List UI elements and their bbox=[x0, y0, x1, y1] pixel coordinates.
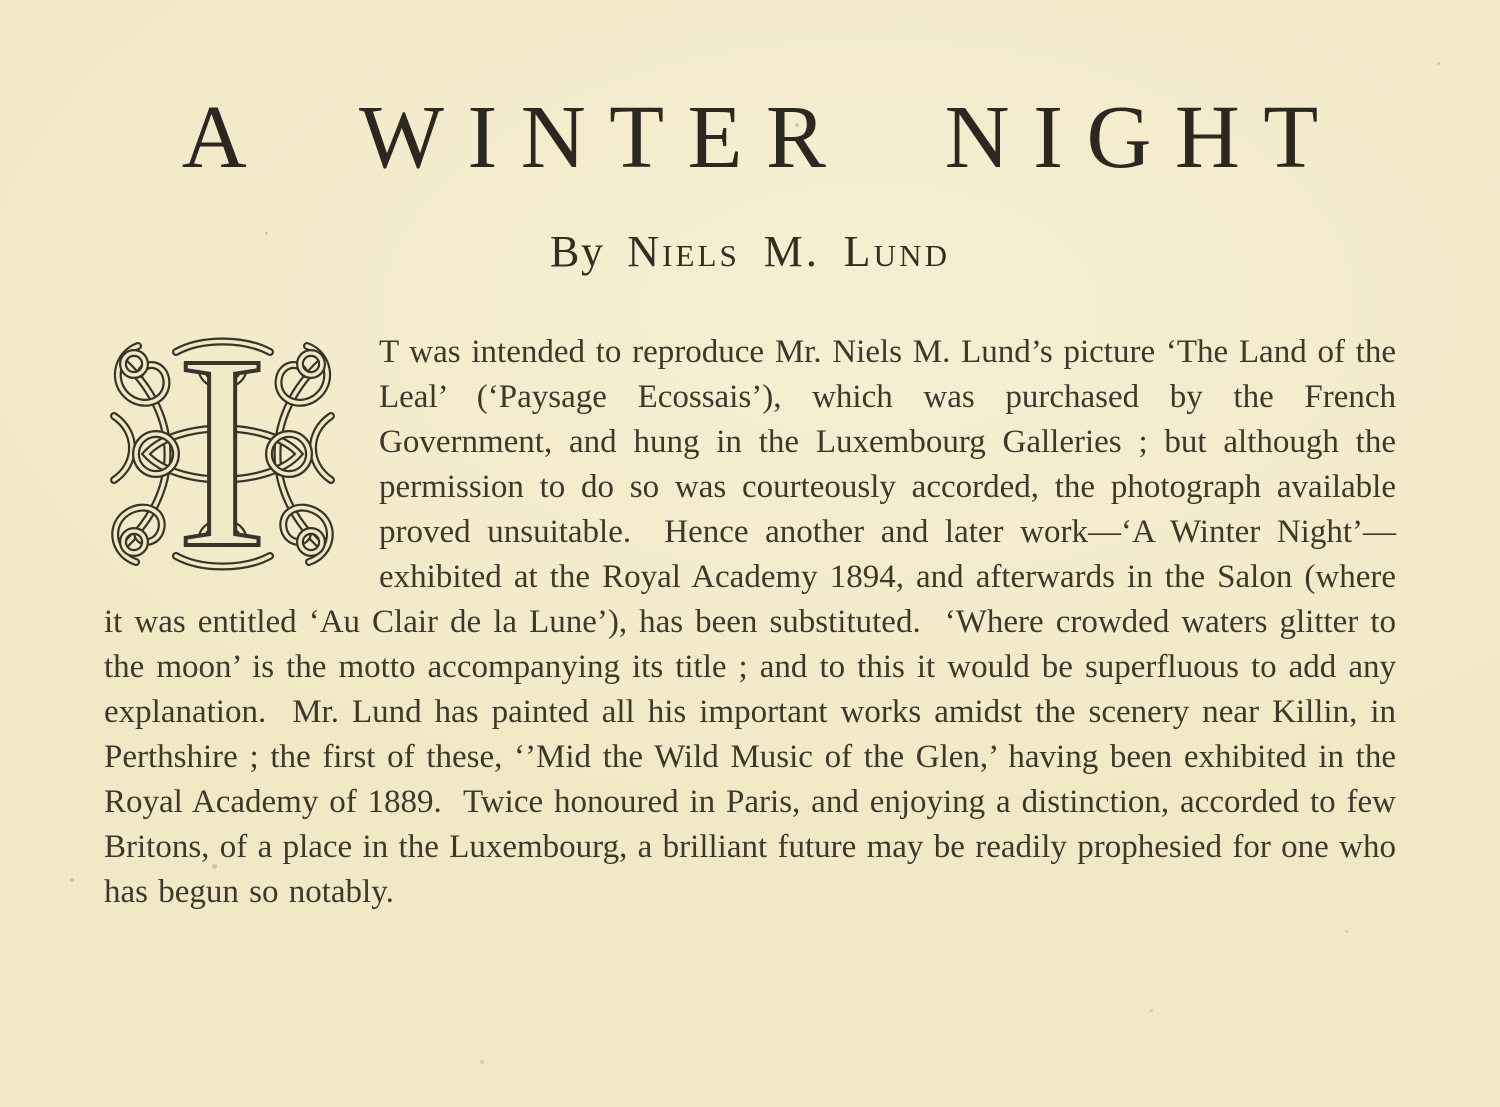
paragraph-text: T was intended to reproduce Mr. Niels M. Lund’s picture ‘The Land of the Leal’ (‘Paysage Ecossais’), which was purchased by the French Government, and hung in the Luxembourg Galleries ; but although the permission to do so was courteously accorded, the photograph available proved unsuitable. Hence another and later work—‘A Winter Night’—exhibited at the Royal Academy 1894, and afterwards in the Salon (where it was entitled ‘Au Clair de la Lune’), has been substituted. ‘Where crowded waters glitter to the moon’ is the motto accompanying its title ; and to this it would be superfluous to add any explanation. Mr. Lund has painted all his important works amidst the scenery near Killin, in Perthshire ; the first of these, ‘’Mid the Wild Music of the Glen,’ having been exhibited in the Royal Academy of 1889. Twice honoured in Paris, and enjoying a distinction, accorded to few Britons, of a place in the Luxembourg, a brilliant future may be readily prophesied for one who has begun so notably. bbox=[104, 333, 1396, 910]
page-title: A WINTER NIGHT bbox=[181, 88, 1342, 187]
drop-cap-letter: I bbox=[175, 297, 269, 606]
paper-speck bbox=[1345, 930, 1348, 933]
celtic-knotwork-initial-icon bbox=[104, 297, 341, 606]
article-body bbox=[104, 297, 1396, 915]
byline bbox=[0, 228, 1500, 276]
paper-speck bbox=[480, 1060, 484, 1064]
author-name: Niels M. Lund bbox=[627, 226, 951, 276]
paper-speck bbox=[70, 878, 74, 882]
paper-speck bbox=[1150, 1009, 1153, 1012]
byline-prefix: By bbox=[549, 226, 605, 276]
